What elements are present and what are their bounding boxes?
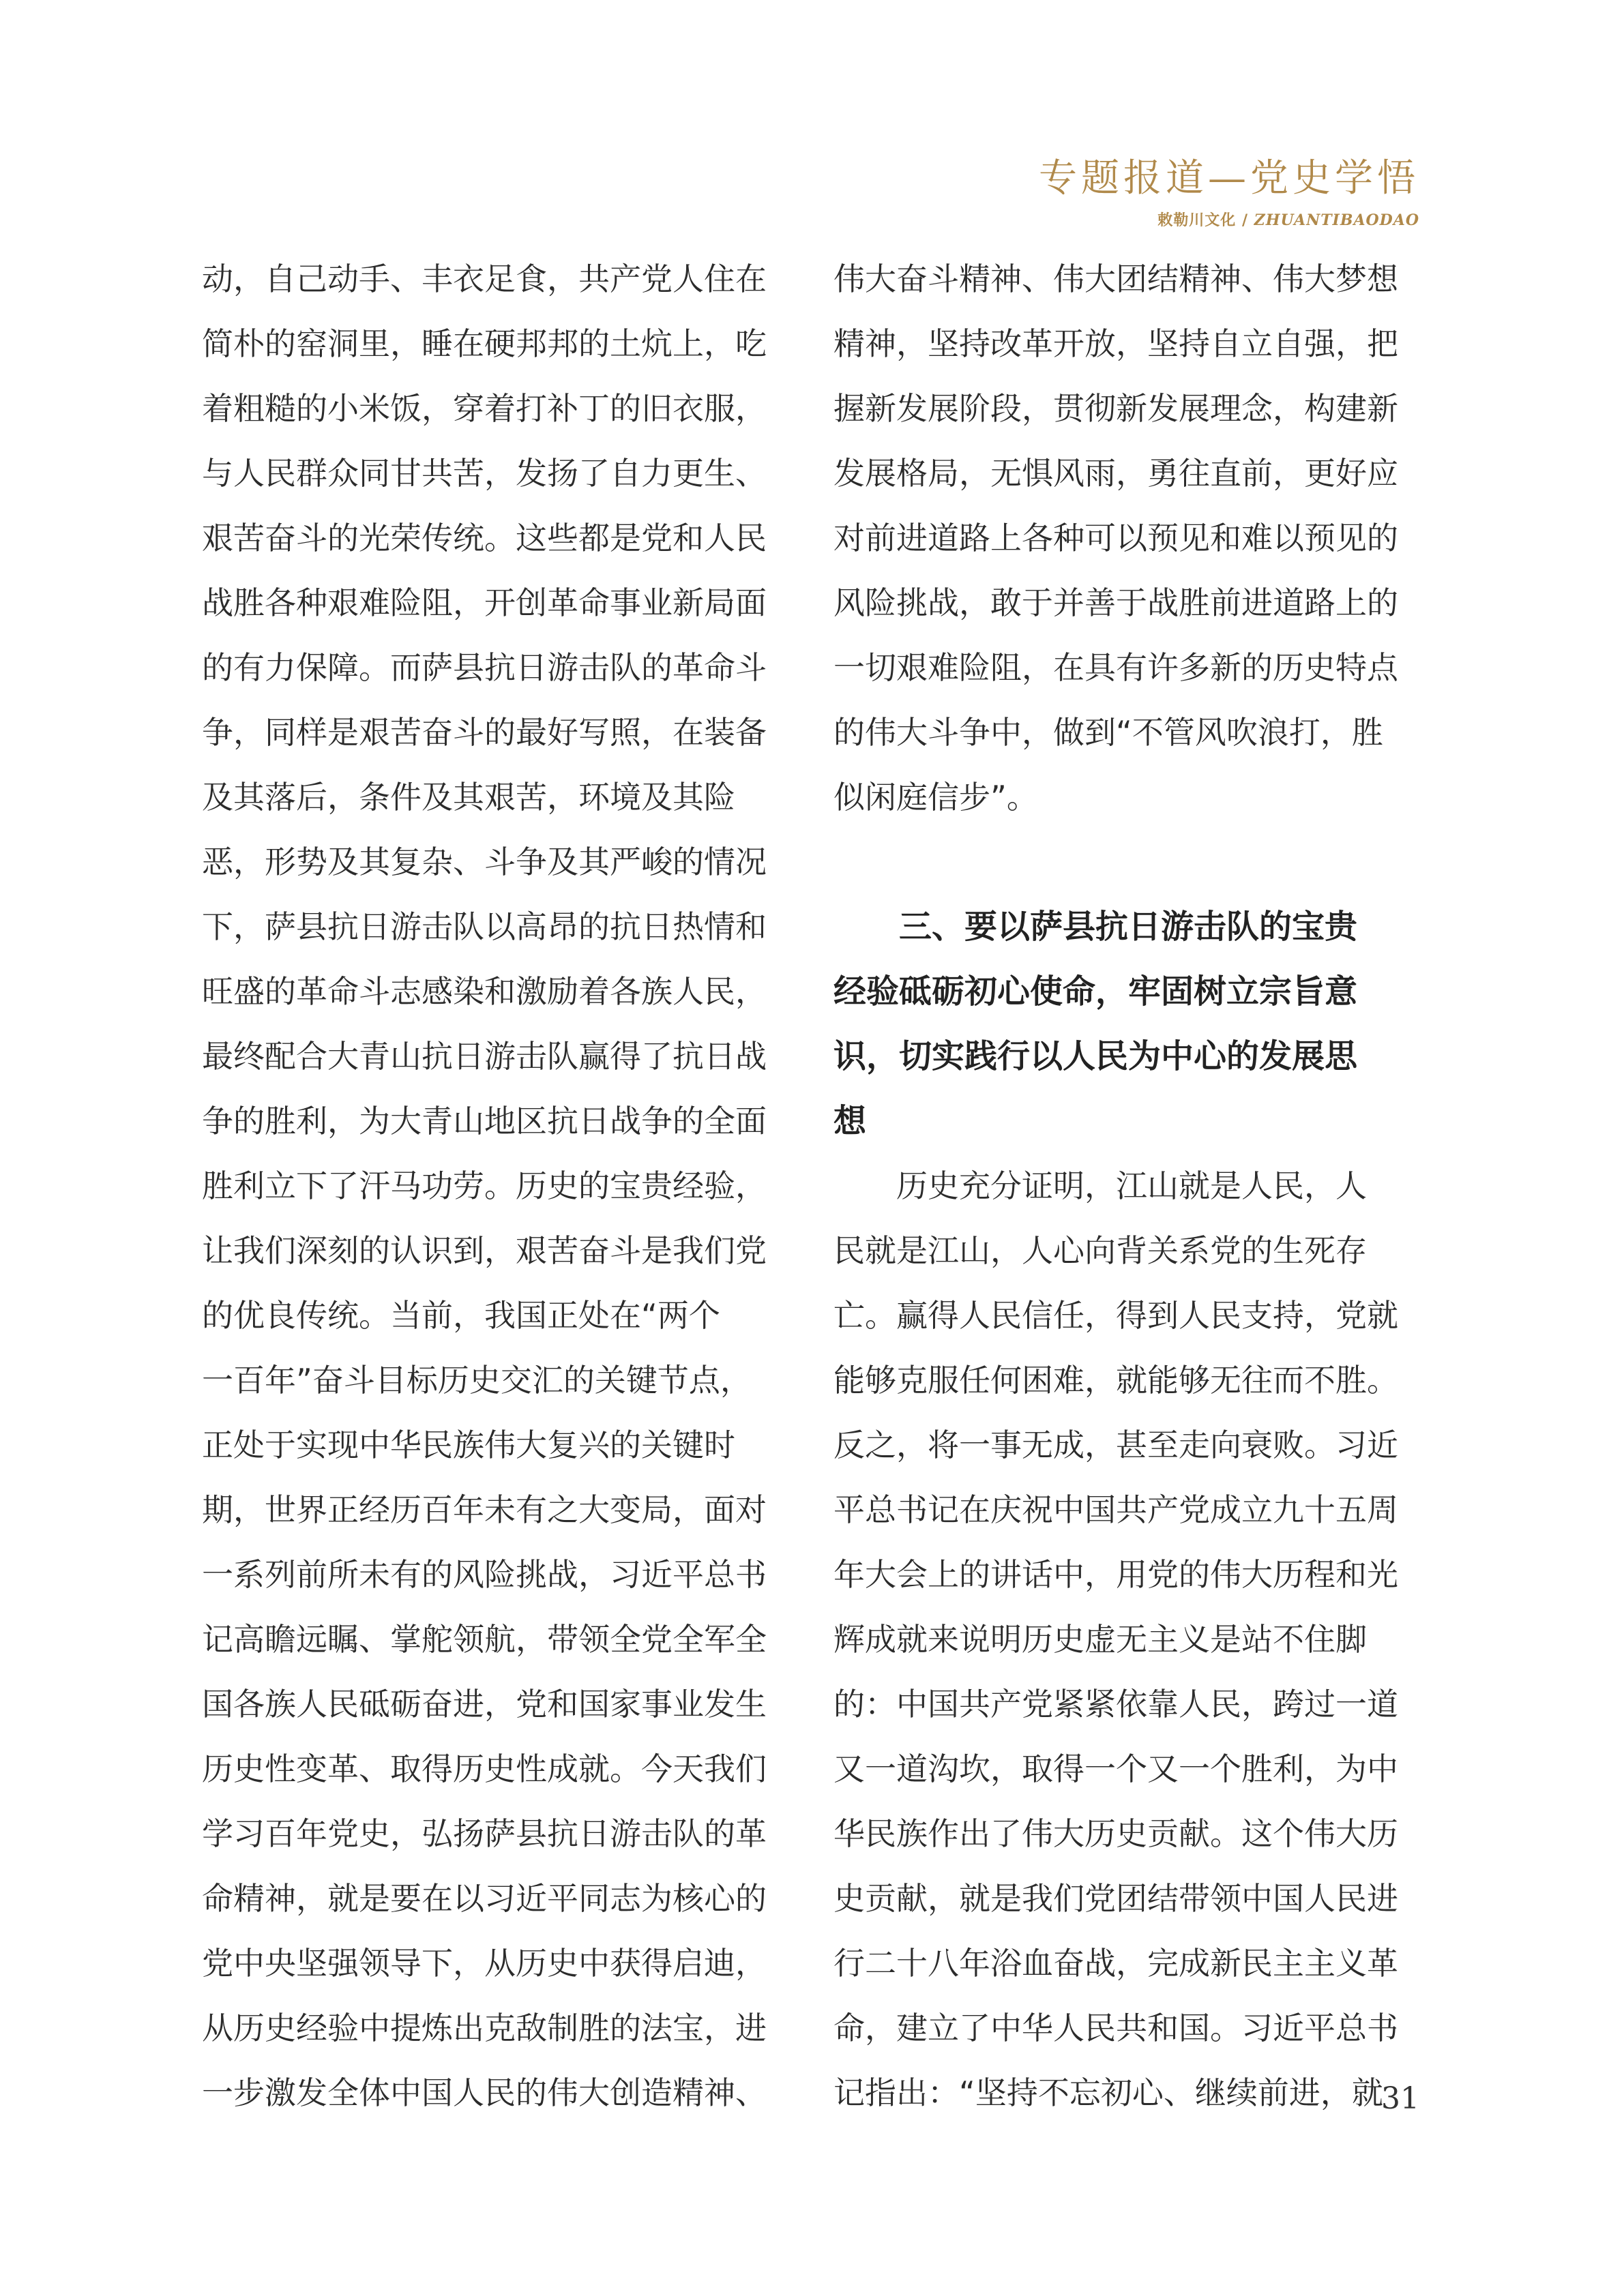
text-line: 华民族作出了伟大历史贡献。这个伟大历 — [833, 1815, 1398, 1852]
text-line: 正处于实现中华民族伟大复兴的关键时 — [202, 1427, 735, 1463]
text-line: 及其落后，条件及其艰苦，环境及其险 — [202, 779, 735, 816]
right-text-column — [833, 247, 1427, 2126]
text-line: 一步激发全体中国人民的伟大创造精神、 — [202, 2074, 767, 2111]
text-line: 从历史经验中提炼出克敌制胜的法宝，进 — [202, 2010, 767, 2046]
text-line: 让我们深刻的认识到，艰苦奋斗是我们党 — [202, 1232, 767, 1269]
text-line: 三、要以萨县抗日游击队的宝贵 — [833, 908, 1358, 946]
text-line: 辉成就来说明历史虚无主义是站不住脚 — [833, 1621, 1367, 1658]
text-line: 战胜各种艰难险阻，开创革命事业新局面 — [202, 584, 767, 621]
text-line: 行二十八年浴血奋战，完成新民主主义革 — [833, 1945, 1398, 1982]
text-line: 艰苦奋斗的光荣传统。这些都是党和人民 — [202, 520, 767, 556]
text-line: 恶，形势及其复杂、斗争及其严峻的情况 — [202, 844, 767, 880]
text-line: 风险挑战，敢于并善于战胜前进道路上的 — [833, 584, 1398, 621]
text-line: 能够克服任何困难，就能够无往而不胜。 — [833, 1362, 1398, 1399]
text-line: 识，切实践行以人民为中心的发展思 — [833, 1037, 1358, 1075]
text-line: 一系列前所未有的风险挑战，习近平总书 — [202, 1556, 767, 1593]
text-line: 发展格局，无惧风雨，勇往直前，更好应 — [833, 455, 1398, 492]
text-line: 一百年”奋斗目标历史交汇的关键节点， — [202, 1362, 752, 1399]
text-line: 的优良传统。当前，我国正处在“两个 — [202, 1297, 720, 1334]
text-line: 命，建立了中华人民共和国。习近平总书 — [833, 2010, 1398, 2046]
text-line: 简朴的窑洞里，睡在硬邦邦的土炕上，吃 — [202, 325, 767, 362]
text-line: 的伟大斗争中，做到“不管风吹浪打，胜 — [833, 714, 1383, 751]
text-line: 党中央坚强领导下，从历史中获得启迪， — [202, 1945, 767, 1982]
text-line: 握新发展阶段，贯彻新发展理念，构建新 — [833, 390, 1398, 427]
text-line: 民就是江山，人心向背关系党的生死存 — [833, 1232, 1367, 1269]
right-paragraph — [833, 1154, 1427, 2126]
text-line: 的有力保障。而萨县抗日游击队的革命斗 — [202, 649, 767, 686]
text-line: 一切艰难险阻，在具有许多新的历史特点 — [833, 649, 1398, 686]
text-line: 期，世界正经历百年未有之大变局，面对 — [202, 1491, 767, 1528]
text-line: 的：中国共产党紧紧依靠人民，跨过一道 — [833, 1686, 1398, 1723]
text-line: 又一道沟坎，取得一个又一个胜利，为中 — [833, 1750, 1398, 1787]
running-header — [1039, 151, 1419, 230]
text-line: 命精神，就是要在以习近平同志为核心的 — [202, 1880, 767, 1917]
text-line: 动，自己动手、丰衣足食，共产党人住在 — [202, 260, 767, 297]
left-text-column — [202, 247, 795, 2126]
text-line: 学习百年党史，弘扬萨县抗日游击队的革 — [202, 1815, 767, 1852]
text-line: 经验砥砺初心使命，牢固树立宗旨意 — [833, 972, 1358, 1011]
text-line: 反之，将一事无成，甚至走向衰败。习近 — [833, 1427, 1398, 1463]
section-subtitle — [1039, 209, 1419, 230]
text-line: 最终配合大青山抗日游击队赢得了抗日战 — [202, 1038, 767, 1075]
text-line: 着粗糙的小米饭，穿着打补丁的旧衣服， — [202, 390, 767, 427]
text-line: 平总书记在庆祝中国共产党成立九十五周 — [833, 1491, 1398, 1528]
magazine-name: 敕勒川文化 — [1157, 211, 1237, 229]
subtitle-separator: / — [1241, 211, 1248, 229]
text-line: 记高瞻远瞩、掌舵领航，带领全党全军全 — [202, 1621, 767, 1658]
text-line: 下，萨县抗日游击队以高昂的抗日热情和 — [202, 908, 767, 945]
text-line: 精神，坚持改革开放，坚持自立自强，把 — [833, 325, 1398, 362]
text-line: 胜利立下了汗马功劳。历史的宝贵经验， — [202, 1167, 767, 1204]
text-line: 似闲庭信步”。 — [833, 779, 1038, 816]
text-line: 国各族人民砥砺奋进，党和国家事业发生 — [202, 1686, 767, 1723]
text-line: 历史性变革、取得历史性成就。今天我们 — [202, 1750, 767, 1787]
text-line: 对前进道路上各种可以预见和难以预见的 — [833, 520, 1398, 556]
text-line: 年大会上的讲话中，用党的伟大历程和光 — [833, 1556, 1398, 1593]
text-line: 旺盛的革命斗志感染和激励着各族人民， — [202, 973, 767, 1010]
page-number: 31 — [1381, 2081, 1419, 2116]
text-line: 记指出：“坚持不忘初心、继续前进，就 — [833, 2074, 1383, 2111]
section-title: 专题报道—党史学悟 — [1039, 156, 1419, 200]
paragraph-gap — [833, 830, 1427, 895]
right-paragraph-continuation — [833, 247, 1427, 830]
text-line: 与人民群众同甘共苦，发扬了自力更生、 — [202, 455, 767, 492]
text-line: 争的胜利，为大青山地区抗日战争的全面 — [202, 1103, 767, 1139]
text-line: 亡。赢得人民信任，得到人民支持，党就 — [833, 1297, 1398, 1334]
text-line: 史贡献，就是我们党团结带领中国人民进 — [833, 1880, 1398, 1917]
section-pinyin: ZHUANTIBAODAO — [1254, 211, 1419, 229]
section-heading — [833, 895, 1427, 1154]
text-line: 历史充分证明，江山就是人民，人 — [833, 1167, 1367, 1204]
text-line: 伟大奋斗精神、伟大团结精神、伟大梦想 — [833, 260, 1398, 297]
text-line: 争，同样是艰苦奋斗的最好写照，在装备 — [202, 714, 767, 751]
text-line: 想 — [833, 1102, 867, 1140]
